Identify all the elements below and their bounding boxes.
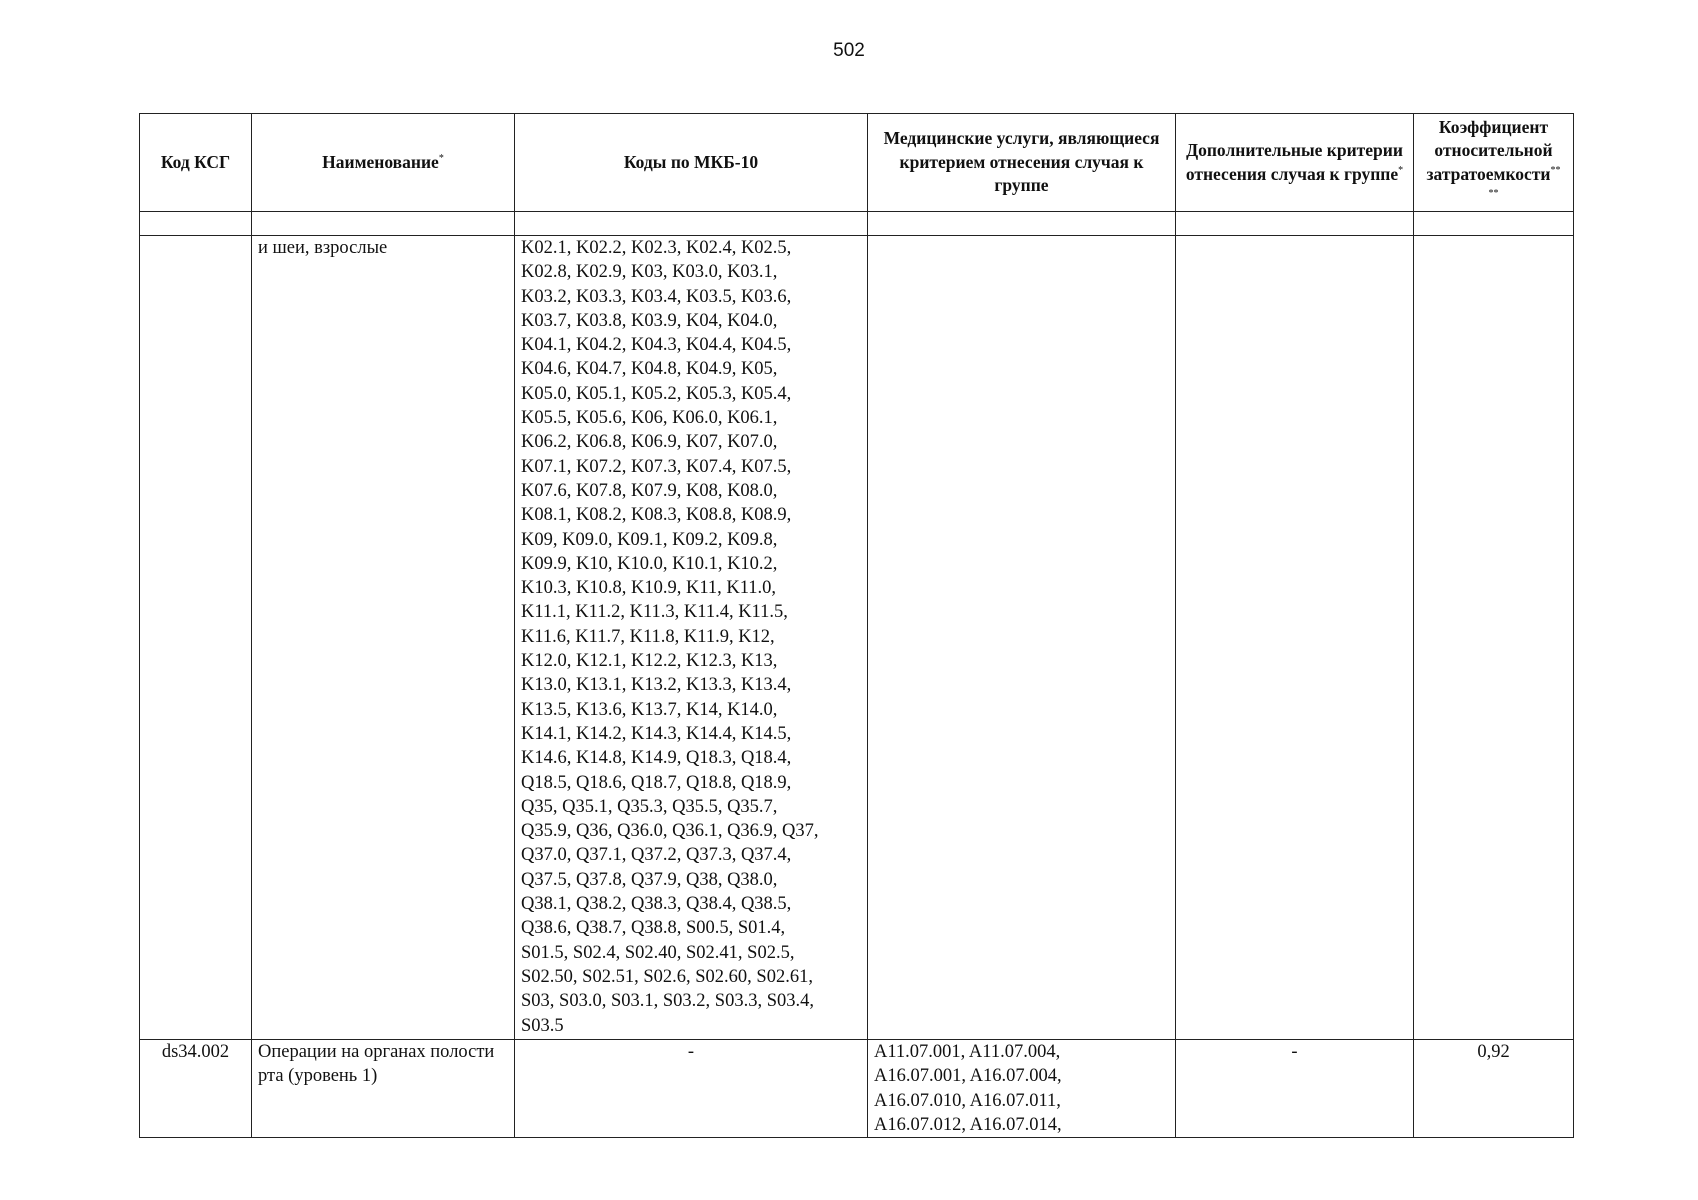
code-line: A16.07.012, A16.07.014,	[874, 1114, 1062, 1135]
table-header-row	[140, 114, 1574, 212]
code-line: K13.5, K13.6, K13.7, K14, K14.0,	[521, 699, 778, 720]
footnote-mark: **	[1550, 164, 1561, 176]
table-row	[140, 1040, 1574, 1138]
code-line: K02.8, K02.9, K03, K03.0, K03.1,	[521, 262, 778, 283]
cell-services	[868, 1040, 1176, 1138]
code-line: K11.1, K11.2, K11.3, K11.4, K11.5,	[521, 602, 788, 623]
code-line: K14.1, K14.2, K14.3, K14.4, K14.5,	[521, 723, 792, 744]
cell-coefficient: 0,92	[1414, 1040, 1574, 1138]
footnote-mark: *	[1398, 164, 1404, 176]
code-line: Q38.1, Q38.2, Q38.3, Q38.4, Q38.5,	[521, 894, 792, 915]
code-line: A16.07.001, A16.07.004,	[874, 1066, 1062, 1087]
header-coefficient: Коэффициент относительной затратоемкости** **	[1414, 114, 1574, 212]
code-line: K06.2, K06.8, K06.9, K07, K07.0,	[521, 432, 778, 453]
header-services: Медицинские услуги, являющиеся критерием отнесения случая к группе	[868, 114, 1176, 212]
code-line: K03.2, K03.3, K03.4, K03.5, K03.6,	[521, 286, 792, 307]
code-line: K10.3, K10.8, K10.9, K11, K11.0,	[521, 578, 777, 599]
cell-icd-codes: -	[515, 1040, 868, 1138]
code-line: K07.6, K07.8, K07.9, K08, K08.0,	[521, 480, 778, 501]
table-spacer-row	[140, 212, 1574, 236]
code-line: K02.1, K02.2, K02.3, K02.4, K02.5,	[521, 238, 792, 258]
code-line: K04.6, K04.7, K04.8, K04.9, K05,	[521, 359, 778, 380]
cell-name: Операции на органах полости рта (уровень 1)	[252, 1040, 515, 1138]
code-line: Q37.5, Q37.8, Q37.9, Q38, Q38.0,	[521, 869, 778, 890]
cell-extra-criteria	[1176, 236, 1414, 1040]
footnote-mark: **	[1488, 188, 1499, 200]
page-number: 502	[833, 40, 865, 61]
cell-ksg-code: ds34.002	[140, 1040, 252, 1138]
header-name: Наименование*	[252, 114, 515, 212]
code-line: K08.1, K08.2, K08.3, K08.8, K08.9,	[521, 505, 792, 526]
ksg-table	[139, 113, 1574, 1138]
cell-services	[868, 236, 1176, 1040]
code-line: K05.5, K05.6, K06, K06.0, K06.1,	[521, 408, 778, 429]
code-line: A16.07.010, A16.07.011,	[874, 1090, 1061, 1111]
table-row	[140, 236, 1574, 1040]
code-line: S01.5, S02.4, S02.40, S02.41, S02.5,	[521, 942, 795, 963]
cell-extra-criteria: -	[1176, 1040, 1414, 1138]
footnote-mark: *	[438, 152, 444, 164]
code-line: S03.5	[521, 1015, 564, 1036]
cell-icd-codes	[515, 236, 868, 1040]
code-line: A11.07.001, A11.07.004,	[874, 1042, 1061, 1062]
code-line: K04.1, K04.2, K04.3, K04.4, K04.5,	[521, 335, 792, 356]
code-line: Q35, Q35.1, Q35.3, Q35.5, Q35.7,	[521, 796, 778, 817]
code-line: Q37.0, Q37.1, Q37.2, Q37.3, Q37.4,	[521, 845, 792, 866]
code-line: Q35.9, Q36, Q36.0, Q36.1, Q36.9, Q37,	[521, 821, 819, 842]
code-line: S03, S03.0, S03.1, S03.2, S03.3, S03.4,	[521, 991, 814, 1012]
code-line: K13.0, K13.1, K13.2, K13.3, K13.4,	[521, 675, 792, 696]
code-line: K09, K09.0, K09.1, K09.2, K09.8,	[521, 529, 778, 550]
code-line: K09.9, K10, K10.0, K10.1, K10.2,	[521, 553, 778, 574]
code-line: K14.6, K14.8, K14.9, Q18.3, Q18.4,	[521, 748, 792, 769]
code-line: Q18.5, Q18.6, Q18.7, Q18.8, Q18.9,	[521, 772, 792, 793]
code-line: K03.7, K03.8, K03.9, K04, K04.0,	[521, 310, 778, 331]
code-line: K05.0, K05.1, K05.2, K05.3, K05.4,	[521, 383, 792, 404]
code-line: S02.50, S02.51, S02.6, S02.60, S02.61,	[521, 966, 813, 987]
header-extra-criteria: Дополнительные критерии отнесения случая к группе*	[1176, 114, 1414, 212]
code-line: K12.0, K12.1, K12.2, K12.3, K13,	[521, 651, 778, 672]
header-ksg-code: Код КСГ	[140, 114, 252, 212]
cell-name: и шеи, взрослые	[252, 236, 515, 1040]
cell-ksg-code	[140, 236, 252, 1040]
code-line: Q38.6, Q38.7, Q38.8, S00.5, S01.4,	[521, 918, 786, 939]
code-line: K11.6, K11.7, K11.8, K11.9, K12,	[521, 626, 775, 647]
code-line: K07.1, K07.2, K07.3, K07.4, K07.5,	[521, 456, 792, 477]
header-icd-codes: Коды по МКБ-10	[515, 114, 868, 212]
cell-coefficient	[1414, 236, 1574, 1040]
